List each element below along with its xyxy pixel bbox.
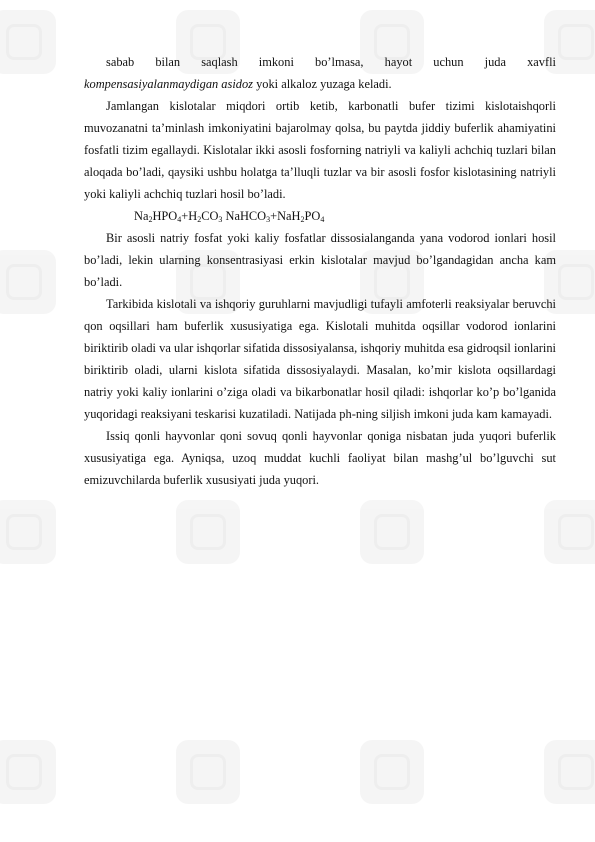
paragraph: Issiq qonli hayvonlar qoni sovuq qonli hayvonlar qoniga nisbatan juda yuqori buferlik xususiyatiga ega. Ayniqsa, uzoq muddat kuchli faoliyat bilan mashg’ul bo’lguvchi sut emizuvchilarda buferlik xususiyati juda yuqori. xyxy=(84,429,556,487)
watermark-logo xyxy=(544,740,595,804)
document-body xyxy=(84,51,556,491)
watermark-logo xyxy=(544,500,595,564)
paragraph-text: yoki alkaloz yuzaga keladi. xyxy=(252,77,392,91)
watermark-logo xyxy=(176,500,240,564)
paragraph: Jamlangan kislotalar miqdori ortib ketib, karbonatli bufer tizimi kislotaishqorli muvozanatni ta’minlash imkoniyatini bajarolmay qolsa, bu paytda jiddiy buferlik ahamiyatini fosfatli tizim egallaydi. Kislotalar ikki asosli fosforning natriyli va kaliyli achchiq tuzlari bilan aloqada bo’ladi, qaysiki ushbu holatga ta’lluqli tuzlar va bir asosli fosfor kislotasining natriyli yoki kaliyli achchiq tuzlari hosil bo’ladi. xyxy=(84,99,556,201)
paragraph: Bir asosli natriy fosfat yoki kaliy fosfatlar dissosialanganda yana vodorod ionlari hosil bo’ladi, lekin ularning konsentrasiyasi erkin kislotalar mavjud bo’lgandagidan ancha kam bo’ladi. xyxy=(84,231,556,289)
watermark-logo xyxy=(0,500,56,564)
italic-term: kompensasiyalanmaydigan asidoz xyxy=(84,77,253,91)
paragraph: Tarkibida kislotali va ishqoriy guruhlarni mavjudligi tufayli amfoterli reaksiyalar beruvchi qon oqsillari ham buferlik xususiyatiga ega. Kislotali muhitda oqsillar vodorod ionlarini biriktirib oladi va ular ishqorlar sifatida dissosiyalansa, ishqoriy muhitda esa gidroqsil ionlarini biriktirib oladi, ularni kislota sifatida dissosiyalaydi. Masalan, ko’mir kislota oqsillardagi natriy yoki kaliy ionlarini o’ziga oladi va bikarbonatlar hosil qiladi: ishqorlar ko’p bo’lganida yuqoridagi reaksiyani teskarisi kuzatiladi. Natijada ph-ning siljish imkoni juda kam kamayadi. xyxy=(84,297,556,421)
watermark-logo xyxy=(0,250,56,314)
watermark-logo xyxy=(360,740,424,804)
paragraph-continuation-tail xyxy=(84,73,556,95)
paragraph-continuation xyxy=(84,51,556,73)
paragraph-text: sabab bilan saqlash imkoni bo’lmasa, hayot uchun juda xavfli xyxy=(106,55,556,69)
watermark-logo xyxy=(0,10,56,74)
watermark-logo xyxy=(176,740,240,804)
watermark-logo xyxy=(0,740,56,804)
chemical-formula: $Na_2HPO_4+H_2CO_3$ $NaHCO_3+NaH_2PO_4$ xyxy=(134,209,325,224)
watermark-logo xyxy=(360,500,424,564)
